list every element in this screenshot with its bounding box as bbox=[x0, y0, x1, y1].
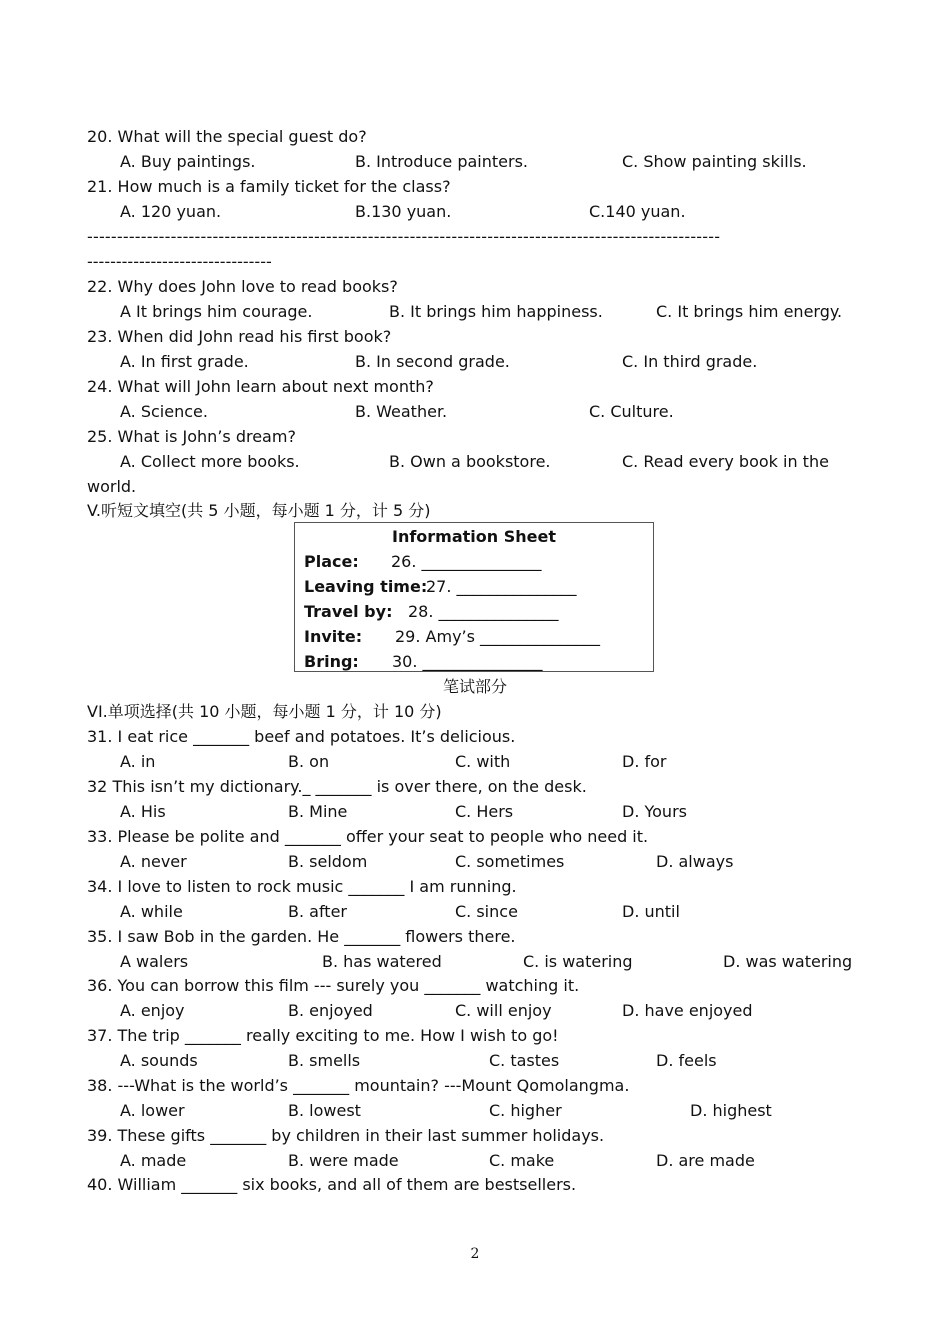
question-25-option-a: A. Collect more books. bbox=[120, 452, 300, 471]
section-6-heading: VI.单项选择(共 10 小题，每小题 1 分，计 10 分) bbox=[87, 702, 442, 721]
info-label-place: Place: bbox=[304, 552, 359, 571]
question-31-option-c: C. with bbox=[455, 752, 511, 771]
question-32-option-d: D. Yours bbox=[622, 802, 687, 821]
section-5-heading: V.听短文填空(共 5 小题，每小题 1 分，计 5 分) bbox=[87, 501, 431, 520]
info-blank-30: 30. _______________ bbox=[392, 652, 543, 671]
question-35-option-c: C. is watering bbox=[523, 952, 633, 971]
question-31-option-a: A. in bbox=[120, 752, 156, 771]
question-23-option-b: B. In second grade. bbox=[355, 352, 510, 371]
question-31-option-b: B. on bbox=[288, 752, 330, 771]
question-38-option-c: C. higher bbox=[489, 1101, 562, 1120]
question-37-option-a: A. sounds bbox=[120, 1051, 198, 1070]
question-34-stem: 34. I love to listen to rock music _______ I am running. bbox=[87, 877, 517, 896]
question-39-stem: 39. These gifts _______ by children in their last summer holidays. bbox=[87, 1126, 605, 1145]
question-20-stem: 20. What will the special guest do? bbox=[87, 127, 367, 146]
info-label-travel-by: Travel by: bbox=[304, 602, 393, 621]
question-33-option-c: C. sometimes bbox=[455, 852, 565, 871]
question-37-option-c: C. tastes bbox=[489, 1051, 560, 1070]
info-label-invite: Invite: bbox=[304, 627, 363, 646]
info-blank-28: 28. _______________ bbox=[408, 602, 559, 621]
question-35-stem: 35. I saw Bob in the garden. He _______ flowers there. bbox=[87, 927, 516, 946]
question-33-stem: 33. Please be polite and _______ offer your seat to people who need it. bbox=[87, 827, 649, 846]
info-blank-29: 29. Amy’s _______________ bbox=[395, 627, 601, 646]
question-38-option-d: D. highest bbox=[690, 1101, 772, 1120]
question-36-option-d: D. have enjoyed bbox=[622, 1001, 753, 1020]
question-25-option-c: C. Read every book in the bbox=[622, 452, 829, 471]
written-part-heading: 笔试部分 bbox=[442, 677, 507, 696]
question-39-option-c: C. make bbox=[489, 1151, 555, 1170]
question-33-option-d: D. always bbox=[656, 852, 734, 871]
question-24-option-b: B. Weather. bbox=[355, 402, 448, 421]
info-label-leaving-time: Leaving time: bbox=[304, 577, 428, 596]
question-36-option-c: C. will enjoy bbox=[455, 1001, 552, 1020]
question-39-option-b: B. were made bbox=[288, 1151, 399, 1170]
question-39-option-a: A. made bbox=[120, 1151, 187, 1170]
question-35-option-d: D. was watering bbox=[723, 952, 853, 971]
question-23-option-a: A. In first grade. bbox=[120, 352, 249, 371]
question-20-option-a: A. Buy paintings. bbox=[120, 152, 256, 171]
question-35-option-a: A walers bbox=[120, 952, 189, 971]
question-38-option-b: B. lowest bbox=[288, 1101, 361, 1120]
information-sheet-title: Information Sheet bbox=[391, 527, 556, 546]
question-25-option-c-continued: world. bbox=[87, 477, 137, 496]
question-20-option-b: B. Introduce painters. bbox=[355, 152, 528, 171]
question-32-option-c: C. Hers bbox=[455, 802, 514, 821]
question-34-option-b: B. after bbox=[288, 902, 347, 921]
question-40-stem: 40. William _______ six books, and all of them are bestsellers. bbox=[87, 1175, 577, 1194]
question-23-stem: 23. When did John read his first book? bbox=[87, 327, 392, 346]
question-24-stem: 24. What will John learn about next month? bbox=[87, 377, 434, 396]
question-21-option-a: A. 120 yuan. bbox=[120, 202, 222, 221]
question-37-option-b: B. smells bbox=[288, 1051, 361, 1070]
info-label-bring: Bring: bbox=[304, 652, 359, 671]
dashed-divider: ---------------------------------------------------------------------------------------------------------- bbox=[87, 227, 721, 246]
question-24-option-c: C. Culture. bbox=[589, 402, 674, 421]
question-25-stem: 25. What is John’s dream? bbox=[87, 427, 296, 446]
question-37-option-d: D. feels bbox=[656, 1051, 717, 1070]
question-25-option-b: B. Own a bookstore. bbox=[389, 452, 551, 471]
dashed-divider-continued: -------------------------------- bbox=[87, 252, 272, 271]
question-31-stem: 31. I eat rice _______ beef and potatoes. It’s delicious. bbox=[87, 727, 516, 746]
question-24-option-a: A. Science. bbox=[120, 402, 208, 421]
information-sheet bbox=[294, 522, 654, 672]
question-22-option-c: C. It brings him energy. bbox=[656, 302, 843, 321]
question-36-stem: 36. You can borrow this film --- surely you _______ watching it. bbox=[87, 976, 580, 995]
question-35-option-b: B. has watered bbox=[322, 952, 442, 971]
question-33-option-a: A. never bbox=[120, 852, 187, 871]
question-34-option-d: D. until bbox=[622, 902, 680, 921]
info-blank-27: 27. _______________ bbox=[426, 577, 577, 596]
question-21-option-c: C.140 yuan. bbox=[589, 202, 686, 221]
question-22-option-b: B. It brings him happiness. bbox=[389, 302, 603, 321]
question-32-option-a: A. His bbox=[120, 802, 166, 821]
question-34-option-c: C. since bbox=[455, 902, 518, 921]
question-20-option-c: C. Show painting skills. bbox=[622, 152, 807, 171]
question-23-option-c: C. In third grade. bbox=[622, 352, 758, 371]
question-39-option-d: D. are made bbox=[656, 1151, 755, 1170]
question-33-option-b: B. seldom bbox=[288, 852, 368, 871]
question-34-option-a: A. while bbox=[120, 902, 183, 921]
question-32-option-b: B. Mine bbox=[288, 802, 348, 821]
page-number: 2 bbox=[470, 1246, 480, 1262]
question-32-stem: 32 This isn’t my dictionary._ _______ is over there, on the desk. bbox=[87, 777, 587, 796]
question-36-option-b: B. enjoyed bbox=[288, 1001, 373, 1020]
question-37-stem: 37. The trip _______ really exciting to me. How I wish to go! bbox=[87, 1026, 559, 1045]
question-22-option-a: A It brings him courage. bbox=[120, 302, 313, 321]
question-38-option-a: A. lower bbox=[120, 1101, 185, 1120]
question-21-option-b: B.130 yuan. bbox=[355, 202, 452, 221]
question-21-stem: 21. How much is a family ticket for the class? bbox=[87, 177, 451, 196]
question-31-option-d: D. for bbox=[622, 752, 667, 771]
info-blank-26: 26. _______________ bbox=[391, 552, 542, 571]
question-22-stem: 22. Why does John love to read books? bbox=[87, 277, 398, 296]
question-36-option-a: A. enjoy bbox=[120, 1001, 185, 1020]
question-38-stem: 38. ---What is the world’s _______ mountain? ---Mount Qomolangma. bbox=[87, 1076, 630, 1095]
